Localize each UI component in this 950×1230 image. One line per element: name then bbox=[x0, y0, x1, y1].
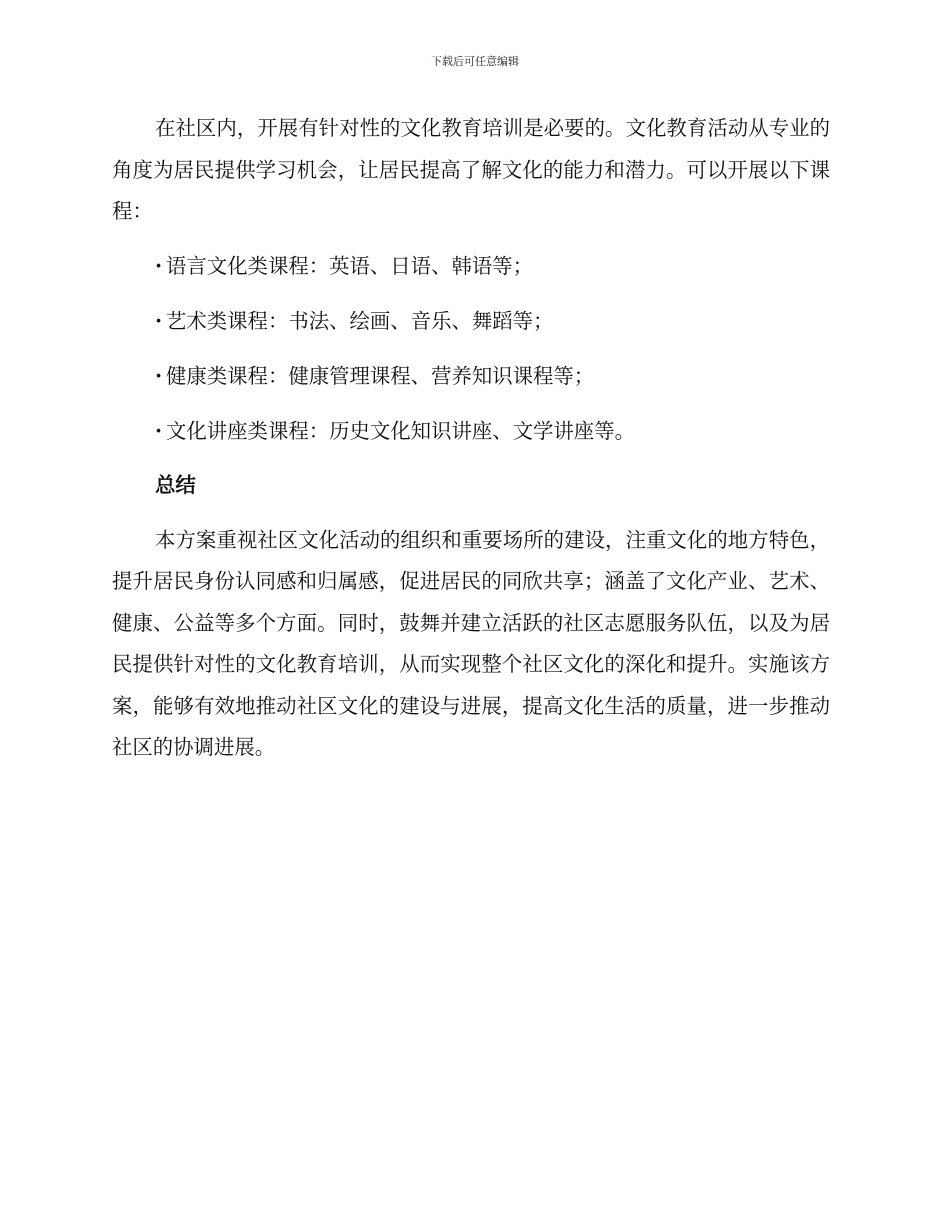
bullet-dot: · bbox=[155, 363, 163, 388]
course-item-text: 健康类课程：健康管理课程、营养知识课程等； bbox=[166, 363, 595, 388]
bullet-dot: · bbox=[155, 253, 163, 278]
list-item bbox=[112, 411, 830, 453]
intro-paragraph: 在社区内，开展有针对性的文化教育培训是必要的。文化教育活动从专业的角度为居民提供学习机会，让居民提高了解文化的能力和潜力。可以开展以下课程： bbox=[112, 116, 830, 223]
bullet-dot: · bbox=[155, 418, 163, 443]
section-heading-summary: 总结 bbox=[155, 473, 196, 497]
document-body bbox=[112, 108, 830, 769]
list-item bbox=[112, 356, 830, 398]
summary-paragraph: 本方案重视社区文化活动的组织和重要场所的建设，注重文化的地方特色，提升居民身份认同感和归属感，促进居民的同欣共享；涵盖了文化产业、艺术、健康、公益等多个方面。同时，鼓舞并建立活跃的社区志愿服务队伍，以及为居民提供针对性的文化教育培训，从而实现整个社区文化的深化和提升。实施该方案，能够有效地推动社区文化的建设与进展，提高文化生活的质量，进一步推动社区的协调进展。 bbox=[112, 527, 830, 759]
bullet-dot: · bbox=[155, 308, 163, 333]
course-item-text: 艺术类课程：书法、绘画、音乐、舞蹈等； bbox=[166, 308, 554, 333]
list-item bbox=[112, 301, 830, 343]
course-list bbox=[112, 246, 830, 453]
list-item bbox=[112, 246, 830, 288]
course-item-text: 语言文化类课程：英语、日语、韩语等； bbox=[166, 253, 534, 278]
course-item-text: 文化讲座类课程：历史文化知识讲座、文学讲座等。 bbox=[166, 418, 635, 443]
page-header: 下载后可任意编辑 bbox=[431, 55, 519, 68]
